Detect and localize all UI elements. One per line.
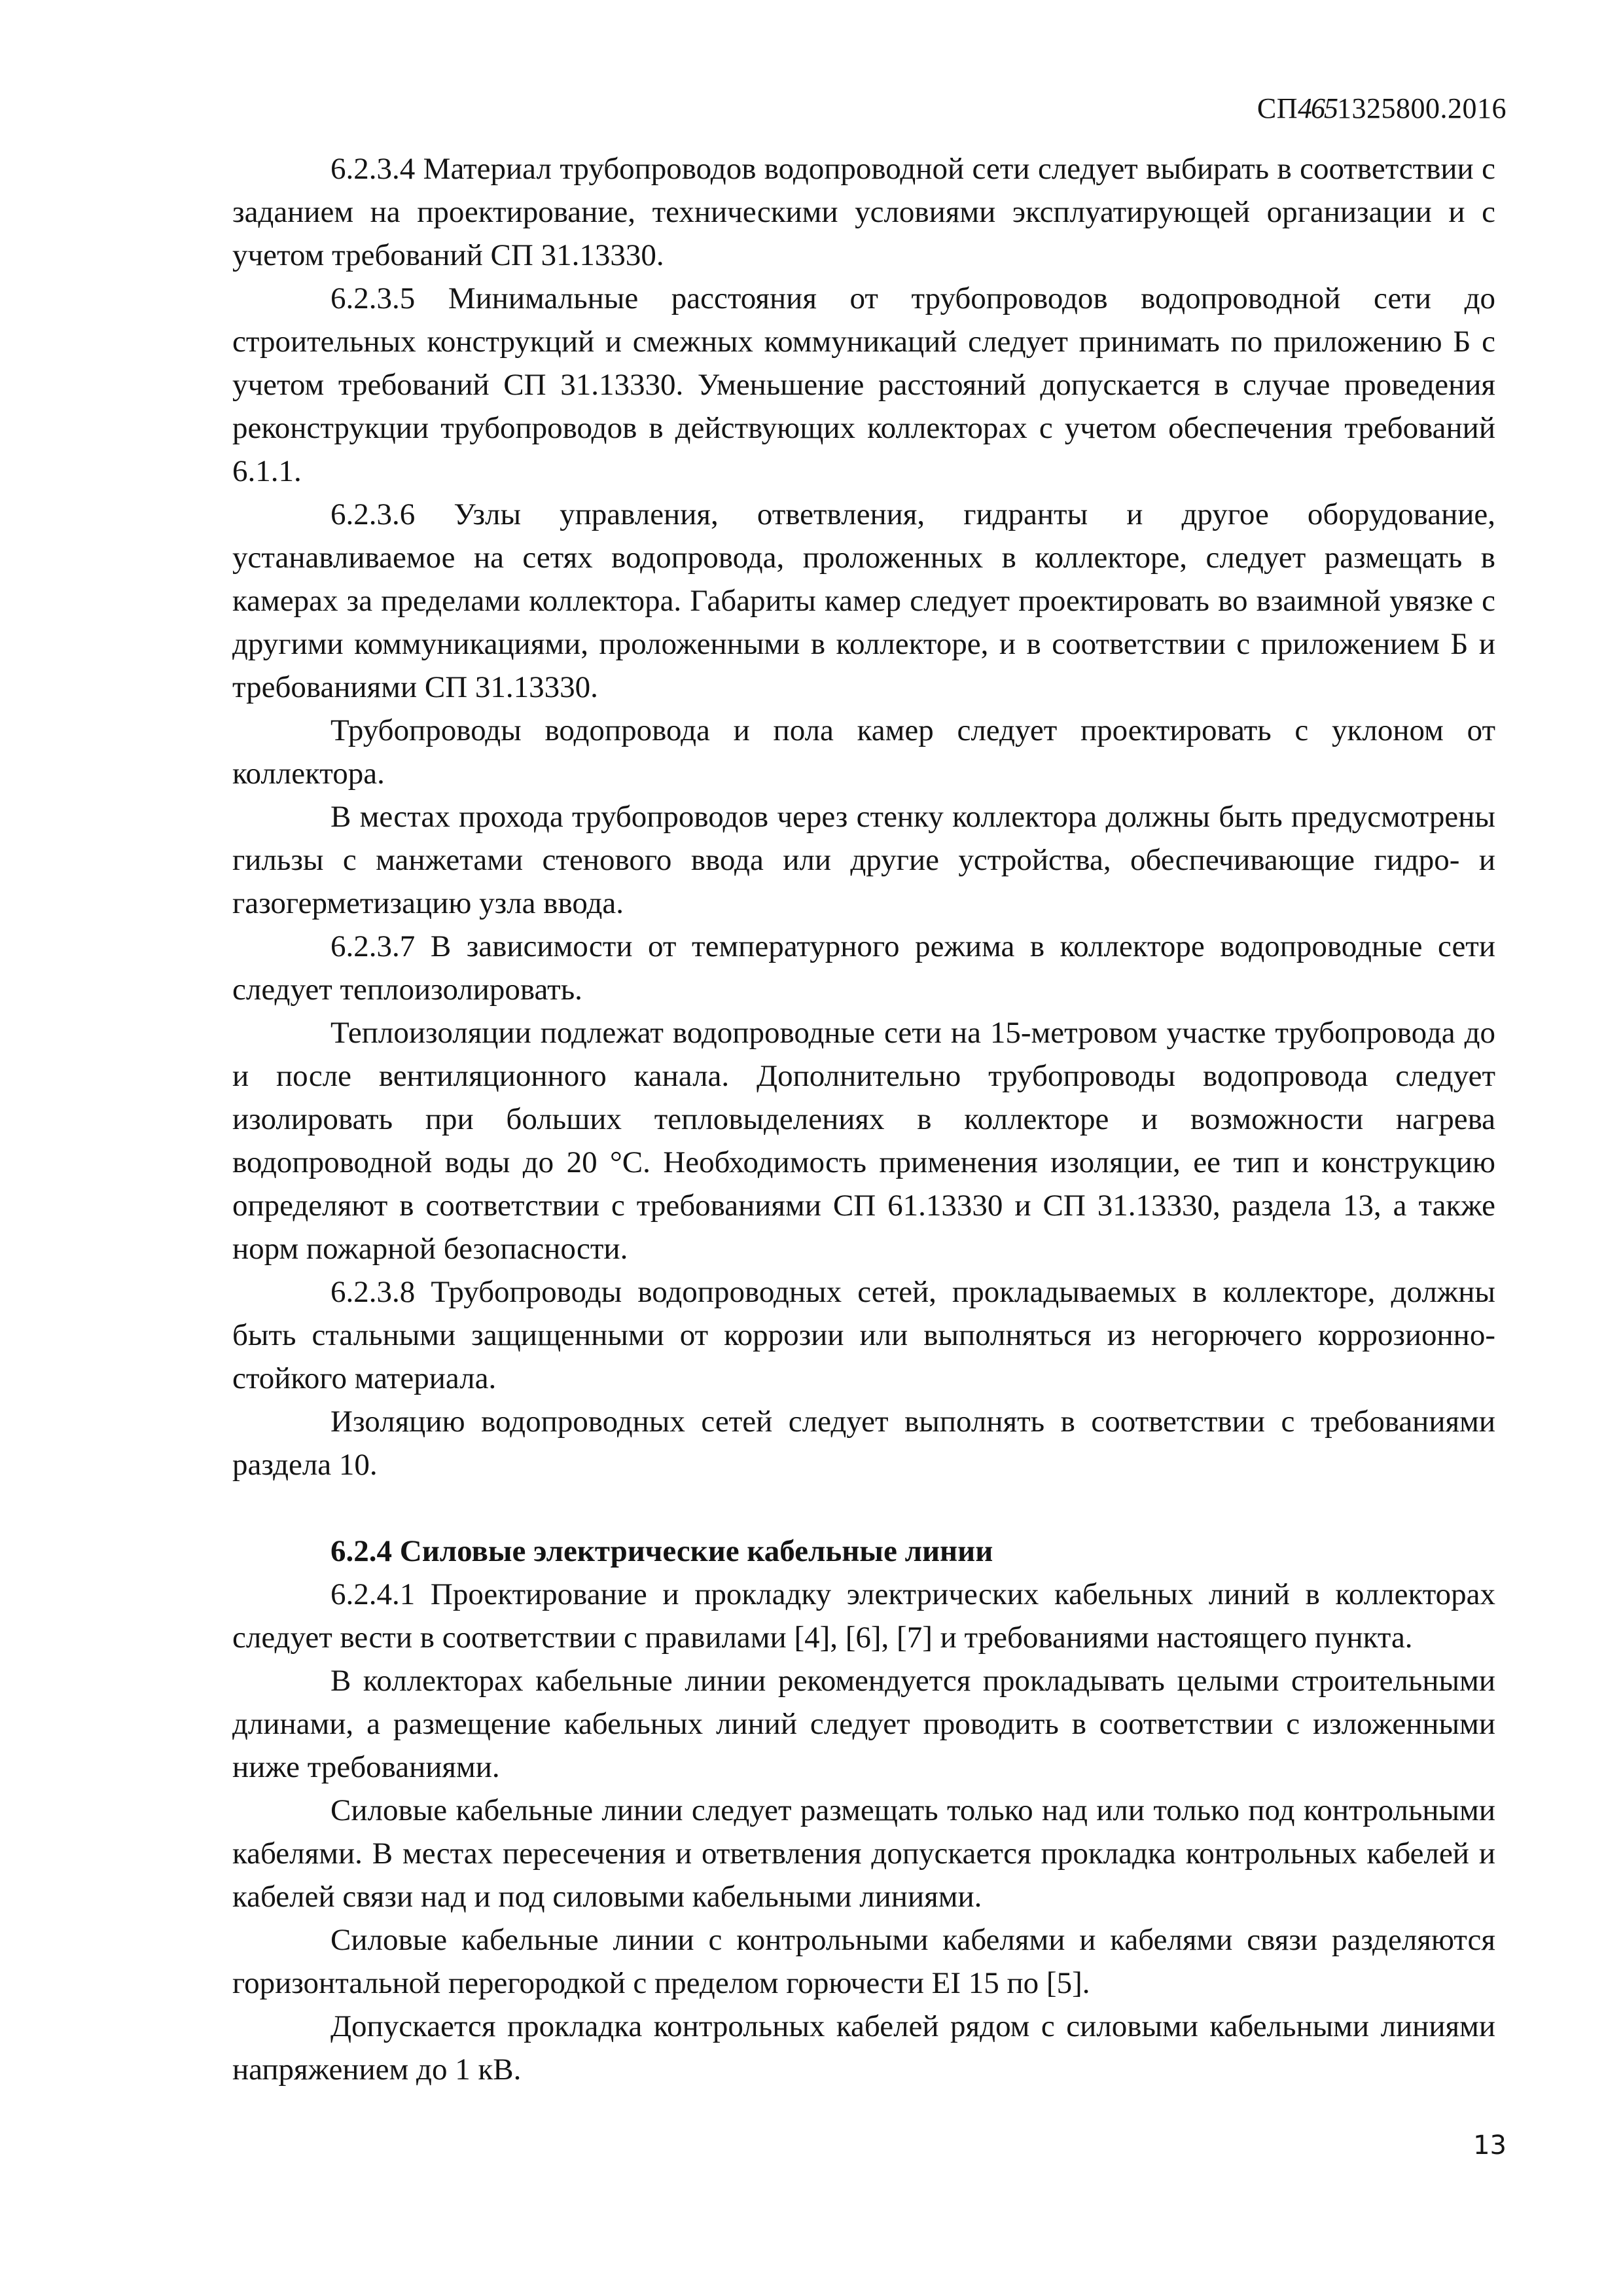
document-code-suffix: 1325800.2016 (1337, 92, 1507, 124)
paragraph-6-2-3-7: 6.2.3.7 В зависимости от температурного режима в коллекторе водопроводные сети следует теплоизолировать. (232, 929, 1495, 1007)
paragraph-low-voltage: Допускается прокладка контрольных кабелей рядом с силовыми кабельными линиями напряжением до 1 кВ. (232, 2009, 1495, 2087)
section-heading: 6.2.4 Силовые электрические кабельные линии (330, 1534, 993, 1568)
document-code (1257, 92, 1507, 125)
paragraph-insulation-section: Изоляцию водопроводных сетей следует выполнять в соответствии с требованиями раздела 10. (232, 1405, 1495, 1482)
paragraph-slope: Трубопроводы водопровода и пола камер следует проектировать с уклоном от коллектора. (232, 713, 1495, 791)
paragraph-partition: Силовые кабельные линии с контрольными кабелями и кабелями связи разделяются горизонтальной перегородкой с пределом горючести EI 15 по [5]. (232, 1923, 1495, 2000)
paragraph-sleeves: В местах прохода трубопроводов через стенку коллектора должны быть предусмотрены гильзы с манжетами стенового ввода или другие устройства, обеспечивающие гидро- и газогерметизацию узла ввода. (232, 800, 1495, 920)
paragraph-power-cable-placement: Силовые кабельные линии следует размещать только над или только под контрольными кабелями. В местах пересечения и ответвления допускается прокладка контрольных кабелей и кабелей связи над и под силовыми кабельными линиями. (232, 1793, 1495, 1914)
paragraph-6-2-3-5: 6.2.3.5 Минимальные расстояния от трубопроводов водопроводной сети до строительных конструкций и смежных коммуникаций следует принимать по приложению Б с учетом требований СП 31.13330. Уменьшение расстояний допускается в случае проведения реконструкции трубопроводов в действующих коллекторах с учетом обеспечения требований 6.1.1. (232, 281, 1495, 488)
page-number: 13 (1473, 2130, 1507, 2161)
paragraph-insulation: Теплоизоляции подлежат водопроводные сети на 15-метровом участке трубопровода до и после вентиляционного канала. Дополнительно трубопроводы водопровода следует изолировать при больших тепловыделениях в коллекторе и возможности нагрева водопроводной воды до 20 °С. Необходимость применения изоляции, ее тип и конструкцию определяют в соответствии с требованиями СП 61.13330 и СП 31.13330, раздела 13, а также норм пожарной безопасности. (232, 1016, 1495, 1266)
paragraph-6-2-3-4: 6.2.3.4 Материал трубопроводов водопроводной сети следует выбирать в соответствии с заданием на проектирование, техническими условиями эксплуатирующей организации и с учетом требований СП 31.13330. (232, 152, 1495, 272)
section-spacer (232, 1486, 1495, 1530)
paragraph-6-2-3-6: 6.2.3.6 Узлы управления, ответвления, гидранты и другое оборудование, устанавливаемое на сетях водопровода, проложенных в коллекторе, следует размещать в камерах за пределами коллектора. Габариты камер следует проектировать во взаимной увязке с другими коммуникациями, проложенными в коллекторе, и в соответствии с приложением Б и требованиями СП 31.13330. (232, 497, 1495, 704)
document-code-prefix: СП (1257, 92, 1298, 124)
handwritten-number: 465 (1298, 92, 1337, 124)
paragraph-construction-lengths: В коллекторах кабельные линии рекомендуется прокладывать целыми строительными длинами, а размещение кабельных линий следует проводить в соответствии с изложенными ниже требованиями. (232, 1664, 1495, 1784)
paragraph-6-2-4-1: 6.2.4.1 Проектирование и прокладку электрических кабельных линий в коллекторах следует вести в соответствии с правилами [4], [6], [7] и требованиями настоящего пункта. (232, 1577, 1495, 1655)
paragraph-6-2-3-8: 6.2.3.8 Трубопроводы водопроводных сетей, прокладываемых в коллекторе, должны быть стальными защищенными от коррозии или выполняться из негорючего коррозионно-стойкого материала. (232, 1275, 1495, 1395)
body-text (232, 147, 1495, 2091)
